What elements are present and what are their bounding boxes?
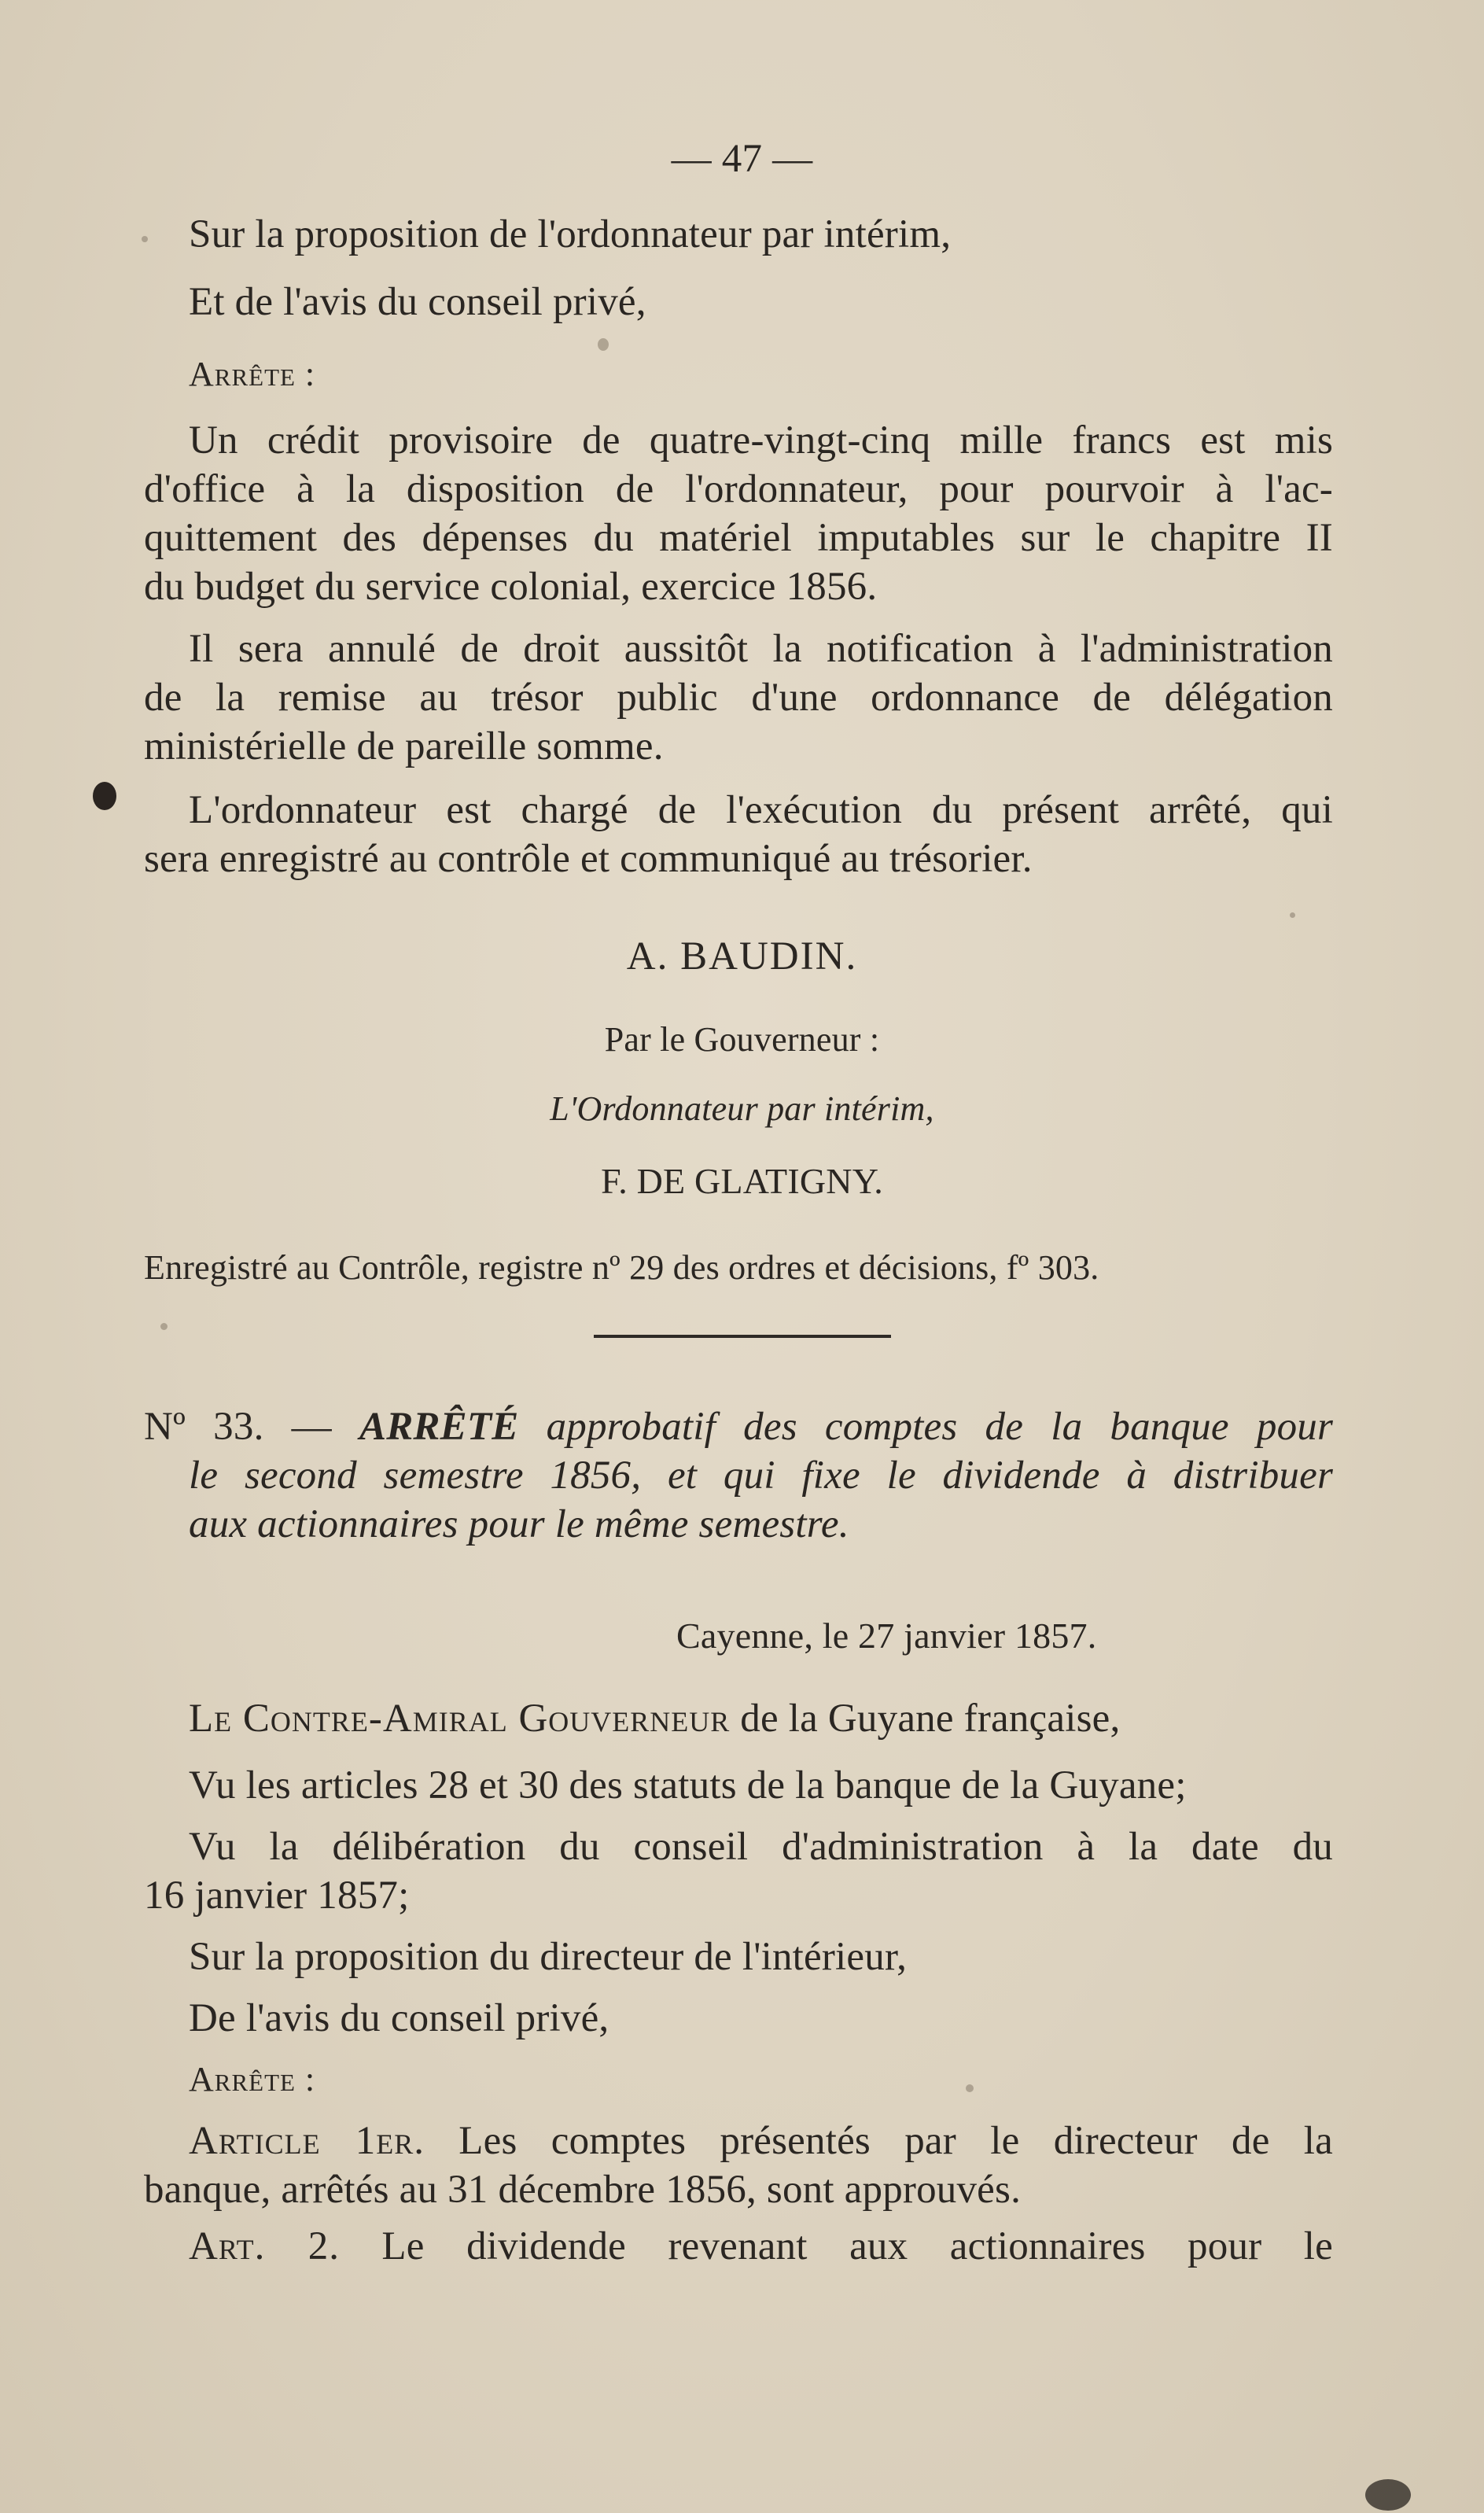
- ink-blot-mark: [93, 782, 116, 810]
- governor-territory: de la Guyane française,: [740, 1697, 1121, 1741]
- par-le-gouverneur: Par le Gouverneur :: [604, 1020, 880, 1059]
- article-1-text: Les comptes présentés par le directeur de la: [458, 2119, 1334, 2163]
- vu-deliberation: Vu la délibération du conseil d'administration à la date du: [189, 1825, 1333, 1869]
- ordonnateur-role: L'Ordonnateur par intérim,: [550, 1089, 934, 1128]
- vu-deliberation-date: 16 janvier 1857;: [144, 1874, 410, 1918]
- governor-title: Le Contre-Amiral Gouverneur: [189, 1697, 731, 1741]
- paragraph-line: ministérielle de pareille somme.: [144, 724, 664, 768]
- decree-title-line: [144, 1403, 1333, 1450]
- paragraph-line: du budget du service colonial, exercice 1856.: [144, 565, 878, 609]
- proposal-line: Sur la proposition de l'ordonnateur par intérim,: [189, 212, 952, 256]
- section-divider: [594, 1335, 891, 1338]
- article-2-label: Art. 2.: [189, 2224, 340, 2268]
- article-2-text: Le dividende revenant aux actionnaires pour le: [381, 2224, 1333, 2268]
- paper-speck: [1290, 912, 1295, 918]
- paragraph-line: quittement des dépenses du matériel imputables sur le chapitre II: [144, 516, 1333, 560]
- decree-type: ARRÊTÉ: [359, 1405, 519, 1449]
- decree-title-line: le second semestre 1856, et qui fixe le dividende à distribuer: [189, 1454, 1333, 1498]
- countersignature: F. DE GLATIGNY.: [601, 1161, 883, 1201]
- paragraph-line: sera enregistré au contrôle et communiqué au trésorier.: [144, 837, 1033, 881]
- council-opinion: De l'avis du conseil privé,: [189, 1996, 609, 2040]
- decree-title-line: aux actionnaires pour le même semestre.: [189, 1502, 849, 1546]
- paragraph-line: d'office à la disposition de l'ordonnateur, pour pourvoir à l'ac-: [144, 467, 1333, 511]
- arrete-heading-2: Arrête :: [189, 2060, 316, 2098]
- council-opinion-line: Et de l'avis du conseil privé,: [189, 280, 646, 324]
- registration-note: Enregistré au Contrôle, registre nº 29 des ordres et décisions, fº 303.: [144, 1248, 1099, 1287]
- paper-speck: [598, 338, 609, 351]
- article-1-continued: banque, arrêtés au 31 décembre 1856, sont approuvés.: [144, 2168, 1022, 2212]
- paper-speck: [142, 236, 148, 242]
- paper-speck: [160, 1323, 168, 1330]
- article-1-label: Article 1er.: [189, 2119, 425, 2163]
- arrete-heading: Arrête :: [189, 355, 316, 393]
- place-date: Cayenne, le 27 janvier 1857.: [676, 1616, 1097, 1656]
- governor-signature: A. BAUDIN.: [626, 934, 858, 978]
- article-1: [189, 2117, 1333, 2165]
- decree-subject: approbatif des comptes de la banque pour: [546, 1405, 1334, 1449]
- governor-intro: [189, 1695, 1120, 1742]
- ink-stain-mark: [1365, 2479, 1411, 2511]
- paragraph-line: de la remise au trésor public d'une ordonnance de délégation: [144, 676, 1333, 720]
- vu-statutes: Vu les articles 28 et 30 des statuts de la banque de la Guyane;: [189, 1763, 1187, 1807]
- paragraph-line: Un crédit provisoire de quatre-vingt-cinq mille francs est mis: [189, 418, 1333, 462]
- paper-speck: [966, 2084, 974, 2092]
- article-2: [189, 2223, 1333, 2270]
- page-number: — 47 —: [671, 137, 813, 181]
- paragraph-line: Il sera annulé de droit aussitôt la notification à l'administration: [189, 627, 1333, 671]
- proposal-director: Sur la proposition du directeur de l'intérieur,: [189, 1935, 908, 1979]
- decree-number: Nº 33. —: [144, 1405, 332, 1449]
- paragraph-line: L'ordonnateur est chargé de l'exécution du présent arrêté, qui: [189, 788, 1333, 832]
